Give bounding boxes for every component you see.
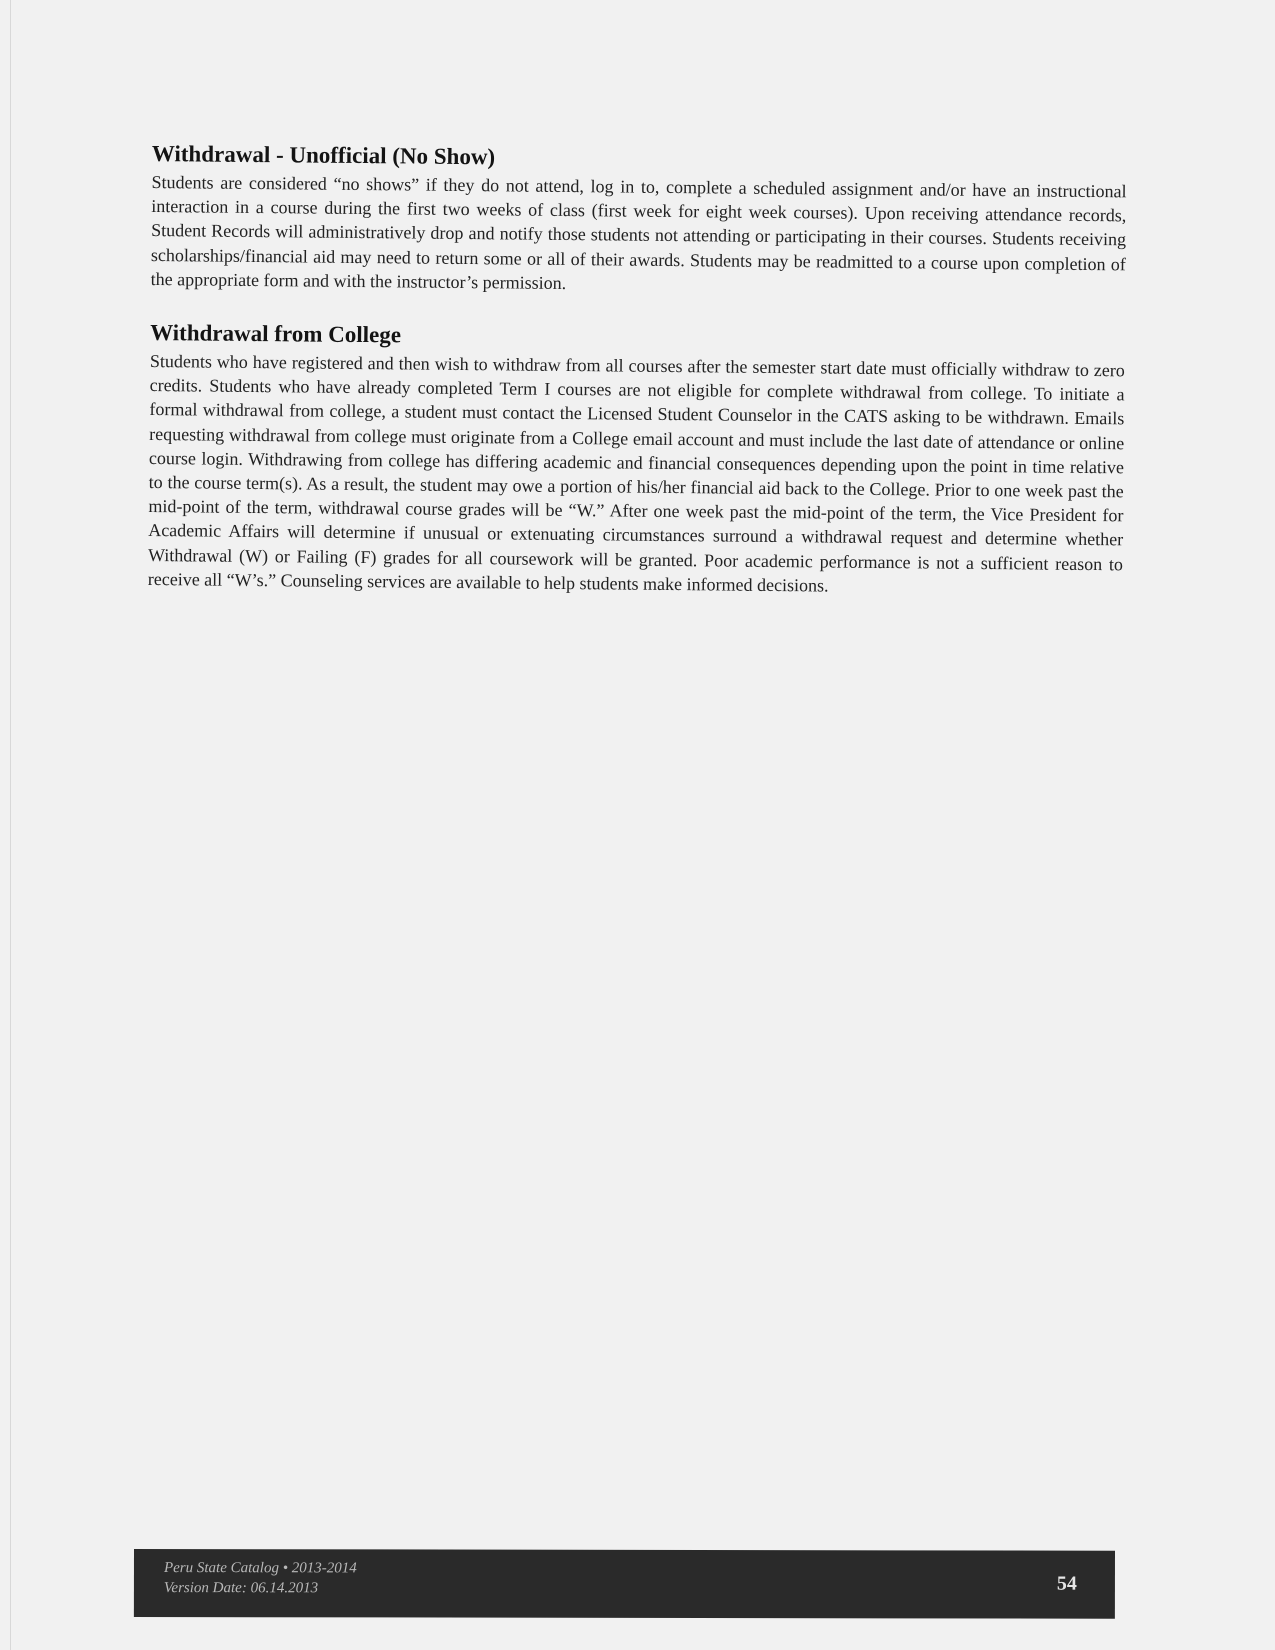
page-footer	[134, 1549, 1115, 1619]
page-number: 54	[1056, 1572, 1077, 1595]
page-content	[147, 140, 1127, 628]
section-body: Students are considered “no shows” if they do not attend, log in to, complete a scheduled assignment and/or have an instructional interaction in a course during the first two weeks of class (first week for eight week courses). Upon receiving attendance records, Student Records will administratively drop and notify those students not attending or participating in their courses. Students receiving scholarships/financial aid may need to return some or all of their awards. Students may be readmitted to a course upon completion of the appropriate form and with the instructor’s permission.	[150, 171, 1127, 293]
section-withdrawal-from-college	[148, 319, 1126, 600]
section-body: Students who have registered and then wish to withdraw from all courses after the semester start date must officially withdraw to zero credits. Students who have already completed Term I courses are not eligible for complete withdrawal from college. To initiate a formal withdrawal from college, a student must contact the Licensed Student Counselor in the CATS asking to be withdrawn. Emails requesting withdrawal from college must originate from a College email account and must include the last date of attendance or online course login. Withdrawing from college has differing academic and financial consequences depending upon the point in time relative to the course term(s). As a result, the student may owe a portion of his/her financial aid back to the College. Prior to one week past the mid-point of the term, withdrawal course grades will be “W.” After one week past the mid-point of the term, the Vice President for Academic Affairs will determine if unusual or extenuating circumstances surround a withdrawal request and determine whether Withdrawal (W) or Failing (F) grades for all coursework will be granted. Poor academic performance is not a sufficient reason to receive all “W’s.” Counseling services are available to help students make informed decisions.	[147, 351, 1125, 596]
footer-catalog-title: Peru State Catalog • 2013-2014	[163, 1560, 357, 1577]
footer-version-date: Version Date: 06.14.2013	[163, 1580, 319, 1597]
section-unofficial-withdrawal	[151, 140, 1127, 300]
section-heading: Withdrawal - Unofficial (No Show)	[151, 140, 496, 170]
page-edge	[10, 0, 11, 1650]
section-heading: Withdrawal from College	[150, 320, 402, 348]
